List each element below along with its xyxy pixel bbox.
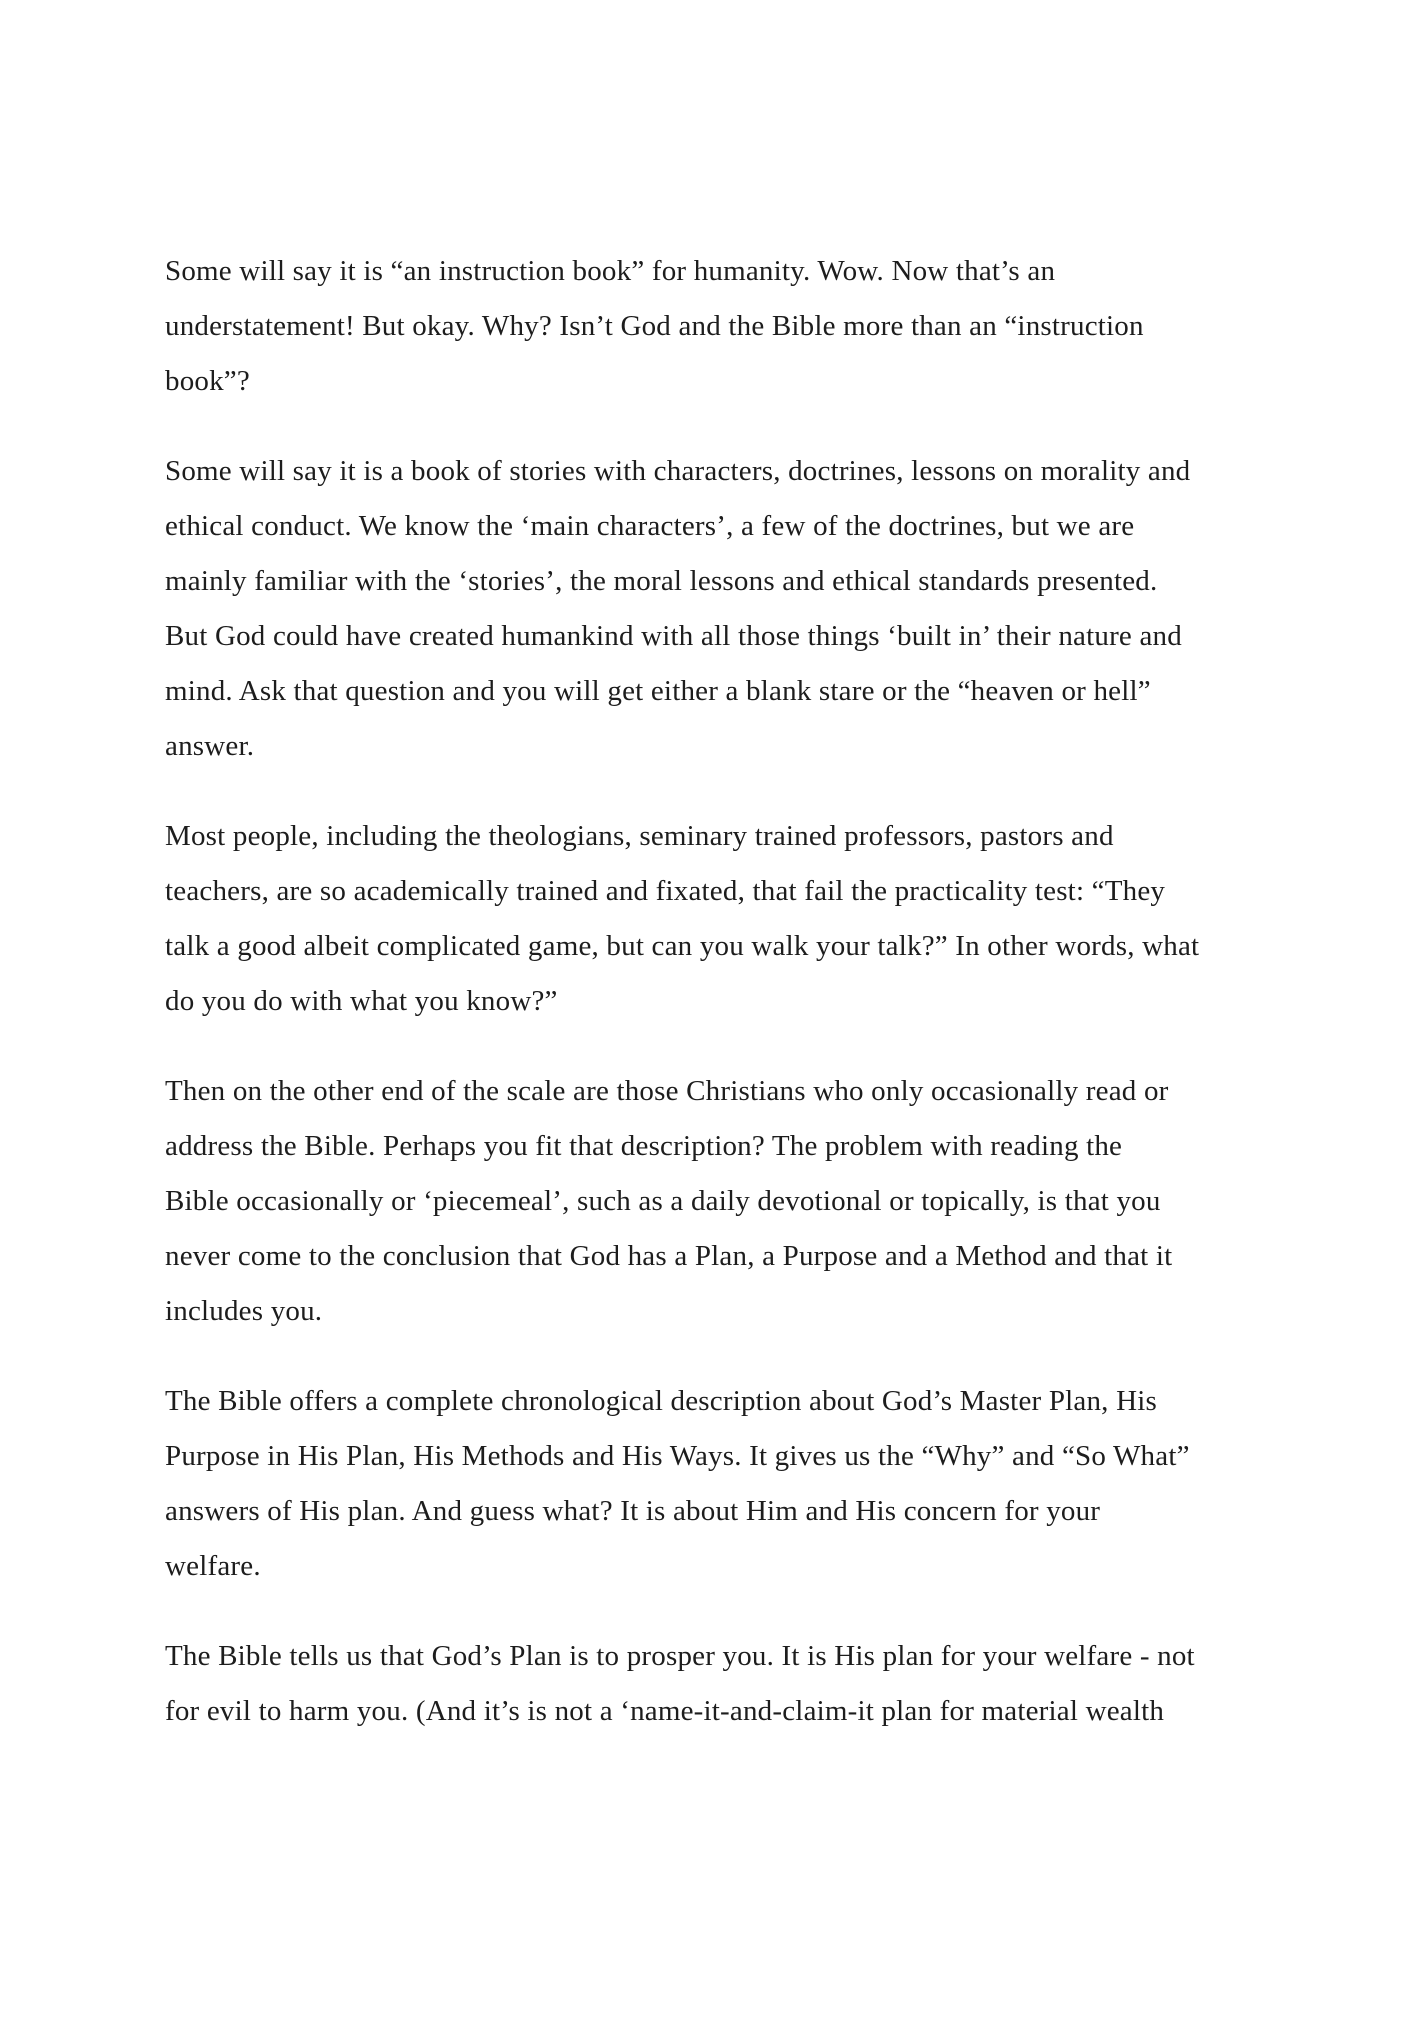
text-line: ethical conduct. We know the ‘main characters’, a few of the doctrines, but we are [165, 510, 1135, 542]
text-line: Some will say it is “an instruction book” for humanity. Wow. Now that’s an [165, 255, 1056, 287]
text-line: understatement! But okay. Why? Isn’t God and the Bible more than an “instruction [165, 310, 1144, 342]
text-line: Most people, including the theologians, seminary trained professors, pastors and [165, 820, 1114, 852]
paragraph-1 [165, 244, 1388, 409]
text-line: The Bible tells us that God’s Plan is to prosper you. It is His plan for your welfare - not [165, 1640, 1195, 1672]
text-line: never come to the conclusion that God has a Plan, a Purpose and a Method and that it [165, 1240, 1173, 1272]
text-line: talk a good albeit complicated game, but can you walk your talk?” In other words, what [165, 930, 1200, 962]
paragraph-6 [165, 1629, 1388, 1739]
text-line: mainly familiar with the ‘stories’, the moral lessons and ethical standards presented. [165, 565, 1158, 597]
text-line: The Bible offers a complete chronological description about God’s Master Plan, His [165, 1385, 1157, 1417]
paragraph-5 [165, 1374, 1388, 1594]
text-line: Bible occasionally or ‘piecemeal’, such as a daily devotional or topically, is that you [165, 1185, 1161, 1217]
text-line: address the Bible. Perhaps you fit that description? The problem with reading the [165, 1130, 1123, 1162]
text-line: But God could have created humankind with all those things ‘built in’ their nature and [165, 620, 1182, 652]
text-line: includes you. [165, 1295, 323, 1327]
text-line: book”? [165, 365, 250, 397]
text-line: do you do with what you know?” [165, 985, 558, 1017]
paragraph-3 [165, 809, 1388, 1029]
text-line: welfare. [165, 1550, 261, 1582]
text-line: mind. Ask that question and you will get either a blank stare or the “heaven or hell” [165, 675, 1151, 707]
text-line: for evil to harm you. (And it’s is not a ‘name-it-and-claim-it plan for material wealth [165, 1695, 1165, 1727]
paragraph-4 [165, 1064, 1388, 1339]
paragraph-2 [165, 444, 1388, 774]
text-line: Some will say it is a book of stories with characters, doctrines, lessons on morality and [165, 455, 1191, 487]
text-line: answers of His plan. And guess what? It is about Him and His concern for your [165, 1495, 1101, 1527]
text-line: Then on the other end of the scale are those Christians who only occasionally read or [165, 1075, 1169, 1107]
text-line: Purpose in His Plan, His Methods and His Ways. It gives us the “Why” and “So What” [165, 1440, 1190, 1472]
text-line: teachers, are so academically trained and fixated, that fail the practicality test: “They [165, 875, 1166, 907]
text-line: answer. [165, 730, 255, 762]
